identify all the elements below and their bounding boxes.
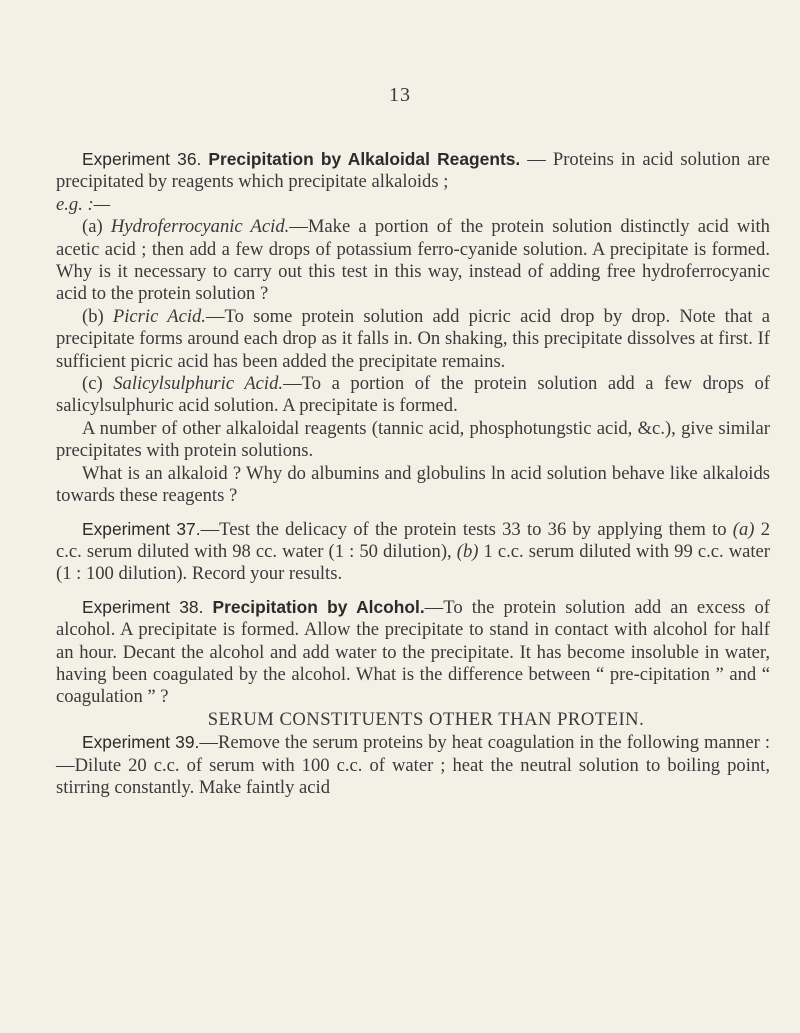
other-reagents-paragraph: A number of other alkaloidal reagents (tannic acid, phosphotungstic acid, &c.), give similar precipitates with protein solutions. <box>56 417 770 462</box>
alkaloid-question-paragraph: What is an alkaloid ? Why do albumins and globulins ln acid solution behave like alkaloids towards these reagents ? <box>56 462 770 507</box>
experiment-36-paragraph <box>56 148 770 194</box>
test-c-text: —To a portion of the protein solution add a few drops of salicylsulphuric acid solution. A precipitate is formed. <box>56 373 770 417</box>
test-a-title: Hydroferrocyanic Acid. <box>110 216 290 238</box>
experiment-38-paragraph <box>56 596 770 709</box>
page-body <box>56 148 770 799</box>
test-a-label: (a) <box>82 216 103 238</box>
experiment-37-text-2: 2 c.c. serum diluted with 98 cc. water (1 : 50 dilution), <box>56 518 771 562</box>
test-b-label: (b) <box>82 305 104 327</box>
test-b-text: —To some protein solution add picric acid drop by drop. Note that a precipitate forms around each drop as it falls in. On shaking, this precipitate dissolves at first. If sufficient picric acid has been added the precipitate remains. <box>56 305 771 372</box>
experiment-37-label: Experiment 37. <box>82 518 201 539</box>
experiment-38-title: Precipitation by Alcohol. <box>212 596 425 617</box>
page-number: 13 <box>389 84 411 106</box>
experiment-38-text: —To the protein solution add an excess of alcohol. A precipitate is formed. Allow the precipitate to stand in contact with alcohol for half an hour. Decant the alcohol and add water to the precipitate. It has become insoluble in water, having been coagulated by the alcohol. What is the difference between “ pre-cipitation ” and “ coagulation ” ? <box>56 596 770 708</box>
experiment-39-paragraph <box>56 731 770 799</box>
experiment-37-text-1: —Test the delicacy of the protein tests 33 to 36 by applying them to <box>200 518 733 540</box>
experiment-37-b-label: (b) <box>456 540 479 562</box>
test-c-label: (c) <box>82 373 103 395</box>
test-b-title: Picric Acid. <box>112 305 206 327</box>
test-a-paragraph <box>56 216 770 306</box>
experiment-39-label: Experiment 39. <box>82 732 200 753</box>
experiment-39-text: —Remove the serum proteins by heat coagulation in the following manner :—Dilute 20 c.c. of serum with 100 c.c. of water ; heat the neutral solution to boiling point, stirring constantly. Make faintly acid <box>56 732 770 798</box>
eg-text: e.g. :— <box>56 193 111 215</box>
eg-line <box>56 194 770 216</box>
section-heading: SERUM CONSTITUENTS OTHER THAN PROTEIN. <box>207 708 645 730</box>
test-a-text: —Make a portion of the protein solution distinctly acid with acetic acid ; then add a few drops of potassium ferro-cyanide solution. A precipitate is formed. Why is it necessary to carry out this test in this way, instead of adding free hydroferrocyanic acid to the protein solution ? <box>56 216 770 305</box>
experiment-37-paragraph <box>56 518 770 586</box>
experiment-36-title: Precipitation by Alkaloidal Reagents. <box>208 149 521 169</box>
test-c-paragraph <box>56 373 770 418</box>
experiment-38-label: Experiment 38. <box>82 596 204 617</box>
experiment-36-label: Experiment 36. <box>82 149 202 169</box>
test-c-title: Salicylsulphuric Acid. <box>113 373 284 395</box>
experiment-37-text-3: 1 c.c. serum diluted with 99 c.c. water (1 : 100 dilution). Record your results. <box>56 540 770 585</box>
experiment-37-a-label: (a) <box>732 518 755 540</box>
test-b-paragraph <box>56 306 770 373</box>
experiment-36-intro: — Proteins in acid solution are precipitated by reagents which precipitate alkaloids ; <box>56 149 770 193</box>
